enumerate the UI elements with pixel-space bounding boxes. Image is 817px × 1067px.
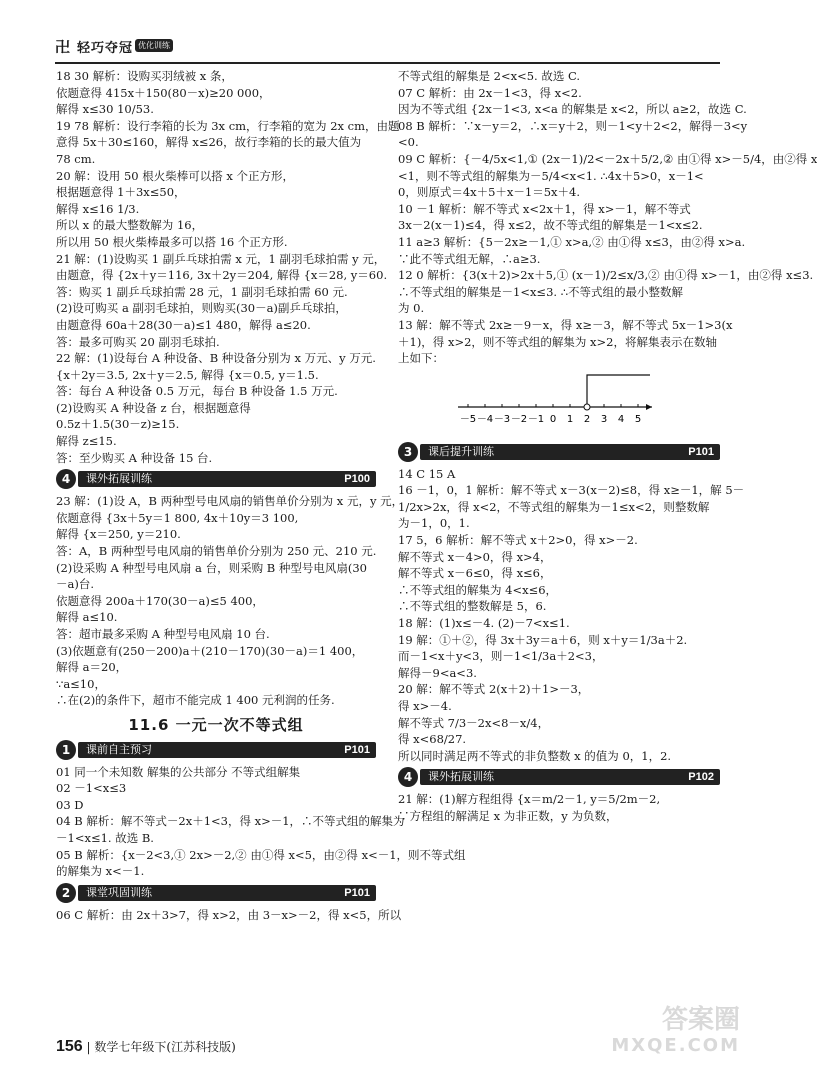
section-title: 11.6 一元一次不等式组 [128,715,304,734]
answer-line: 19 解：①＋②，得 3x＋3y＝a＋6，则 x＋y＝1/3a＋2. [398,632,688,647]
answer-line: 为－1，0，1. [398,516,470,531]
answer-line: 得 x>－4. [398,699,452,713]
answer-line: 10 －1 解析：解不等式 x<2x＋1，得 x>－1，解不等式 [398,201,691,216]
answer-line: 04 B 解析：解不等式－2x＋1<3，得 x>－1，∴不等式组的解集为 [56,814,405,829]
number-line-tick-label: 2 [583,413,591,425]
answer-line: <0. [398,135,419,150]
number-line-tick-label: －1 [527,413,545,425]
section-band-extension-1 [56,469,376,489]
band-page: P100 [344,473,370,486]
answer-line: 解得 x≤30 10/53. [56,102,154,117]
left-answers-2 [56,493,404,709]
right-column [398,68,817,825]
band-bar [78,742,376,758]
number-line-tick-label: 3 [600,413,608,425]
answer-line: 依题意得 {3x＋5y＝1 800, 4x＋10y＝3 100, [56,510,299,525]
answer-line: 20 解：解不等式 2(x＋2)＋1>－3， [398,682,590,697]
answer-line: 12 0 解析：{3(x＋2)>2x＋5,① (x－1)/2≤x/3,② 由①得 x>－1，由②得 x≤3. [398,268,814,283]
answer-line: 答：A，B 两种型号电风扇的销售单价分别为 250 元、210 元. [56,544,377,559]
answer-line: 答：超市最多采购 A 种型号电风扇 10 台. [56,627,270,641]
left-answers-4 [56,907,402,924]
section-band-preview [56,740,376,760]
number-line-tick-label: 5 [634,413,642,425]
band-label: 课堂巩固训练 [86,885,152,899]
answer-line: 意得 5x＋30≤160，解得 x≤26，故行李箱的长的最大值为 [56,135,362,150]
watermark-title: 答案圈 [661,1005,740,1035]
answer-line: 不等式组的解集是 2<x<5. 故选 C. [398,69,581,83]
answer-line: 依题意得 415x＋150(80－x)≥20 000， [56,85,271,100]
answer-line: 解得－9<a<3. [398,665,477,680]
band-bar [420,769,720,785]
answer-line: 而－1<x＋y<3，则－1<1/3a＋2<3， [398,649,604,664]
footer-text: 数学七年级下(江苏科技版) [94,1040,236,1054]
answer-line: 3x－2(x－1)≤4，得 x≤2，故不等式组的解集是－1<x≤2. [398,218,703,233]
band-page: P101 [344,886,370,899]
watermark-logo [611,1007,740,1059]
band-bar [78,471,376,487]
right-answers-3 [398,791,720,824]
answer-line: ∴不等式组的整数解是 5，6. [398,599,547,614]
answer-line: 解得 {x＝250, y＝210. [56,527,181,542]
answer-line: 07 C 解析：由 2x－1<3，得 x<2. [398,85,582,100]
band-page: P101 [344,743,370,756]
answer-line: 由题意得 60a＋28(30－a)≤1 480，解得 a≤20. [56,317,311,332]
answer-line: 答：最多可购买 20 副羽毛球拍. [56,334,220,349]
page-footer [56,1038,236,1056]
answer-line: 09 C 解析：{－4/5x<1,① (2x－1)/2<－2x＋5/2,② 由①得 x>－5/4，由②得 x [398,151,817,166]
answer-line: ∵a≤10， [56,676,106,691]
section-band-classroom [56,883,376,903]
answer-line: 上如下： [398,351,444,366]
answer-line: ∵方程组的解满足 x 为非正数，y 为负数， [398,808,618,823]
answer-line: 23 解：(1)设 A，B 两种型号电风扇的销售单价分别为 x 元，y 元， [56,494,404,509]
band-label: 课外拓展训练 [428,770,494,784]
band-label: 课后提升训练 [428,444,494,458]
section-band-improvement [398,442,720,462]
answer-line: (2)设购买 A 种设备 z 台，根据题意得 [56,400,251,415]
number-line-tick-label: －3 [493,413,511,425]
left-answers-1 [56,68,400,466]
band-label: 课前自主预习 [86,742,152,756]
answer-line: 解不等式 x－4>0，得 x>4， [398,549,552,564]
answer-line: ∴不等式组的解集是－1<x≤3. ∴不等式组的最小整数解 [398,284,684,299]
answer-line: 所以 x 的最大整数解为 16， [56,218,204,233]
page-number: 156 [56,1038,83,1055]
answer-line: 06 C 解析：由 2x＋3>7，得 x>2，由 3－x>－2，得 x<5，所以 [56,907,402,922]
answer-line: ∵此不等式组无解，∴a≥3. [398,251,541,266]
answer-line: 0.5z＋1.5(30－z)≥15. [56,417,180,432]
number-line-svg [398,367,698,439]
answer-line: 解得 a＝20， [56,660,128,675]
answer-line: 的解集为 x<－1. [56,864,145,879]
right-answers-1 [398,68,817,367]
answer-line: 13 解：解不等式 2x≥－9－x，得 x≥－3，解不等式 5x－1>3(x [398,317,733,332]
number-line-arrow [646,404,652,410]
band-page: P101 [688,445,714,458]
answer-line: 依题意得 200a＋170(30－a)≤5 400， [56,593,264,608]
brand-title: 轻巧夺冠 [77,41,134,56]
answer-line: 11 a≥3 解析：{5－2x≥－1,① x>a,② 由①得 x≤3，由②得 x>a. [398,234,746,249]
answer-line: 解得 x≤16 1/3. [56,201,140,216]
number-line-tick-label: 0 [549,413,557,425]
band-number-badge: 1 [56,740,76,760]
answer-line: (3)依题意有(250－200)a＋(210－170)(30－a)＝1 400， [56,643,364,658]
answer-line: 由题意，得 {2x＋y＝116, 3x＋2y＝204, 解得 {x＝28, y＝60. [56,268,388,283]
answer-line: (2)设可购买 a 副羽毛球拍，则购买(30－a)副乒乓球拍， [56,301,347,316]
number-line-tick-label: －2 [510,413,528,425]
answer-line: (2)设采购 A 种型号电风扇 a 台，则采购 B 种型号电风扇(30 [56,560,367,575]
brand-badge: 优化训练 [135,39,173,52]
answer-line: 01 同一个未知数 解集的公共部分 不等式组解集 [56,764,301,779]
answer-line: 1/2x>2x，得 x<2，不等式组的解集为－1≤x<2，则整数解 [398,499,710,514]
answer-line: －1<x≤1. 故选 B. [56,830,154,845]
answer-line: －a)台. [56,577,94,592]
answer-line: 答：每台 A 种设备 0.5 万元，每台 B 种设备 1.5 万元. [56,384,338,399]
answer-line: ＋1)，得 x>2，则不等式组的解集为 x>2，将解集表示在数轴 [398,334,717,349]
answer-line: 16 －1，0，1 解析：解不等式 x－3(x－2)≤8，得 x≥－1，解 5－ [398,483,745,498]
answer-line: 18 解：(1)x≤－4. (2)－7<x≤1. [398,616,570,631]
answer-line: 0，则原式＝4x＋5＋x－1＝5x＋4. [398,185,581,200]
answer-line: 05 B 解析：{x－2<3,① 2x>－2,② 由①得 x<5，由②得 x<－1，则不等式组 [56,847,466,862]
answer-line: {x＋2y＝3.5, 2x＋y＝2.5, 解得 {x＝0.5, y＝1.5. [56,367,319,382]
band-bar [78,885,376,901]
section-band-extension-2 [398,767,720,787]
answer-line: 18 30 解析：设购买羽绒被 x 条， [56,69,233,83]
band-number-badge: 2 [56,883,76,903]
answer-line: 21 解：(1)设购买 1 副乒乓球拍需 x 元，1 副羽毛球拍需 y 元， [56,251,386,266]
answer-line: 为 0. [398,301,425,316]
answer-line: 20 解：设用 50 根火柴棒可以搭 x 个正方形， [56,168,295,183]
band-number-badge: 4 [398,767,418,787]
band-number-badge: 4 [56,469,76,489]
page-header [55,36,735,58]
band-label: 课外拓展训练 [86,472,152,486]
answer-line: <1，则不等式组的解集为－5/4<x<1. ∴4x＋5>0，x－1< [398,168,704,183]
answer-line: 解不等式 7/3－2x<8－x/4， [398,715,550,730]
band-bar [420,444,720,460]
watermark-url: MXQE.COM [611,1035,740,1056]
solution-ray [587,375,650,404]
number-line-tick-label: －4 [476,413,494,425]
answer-line: 78 cm. [56,151,96,166]
open-endpoint [584,404,590,410]
answer-line: 14 C 15 A [398,466,456,481]
right-answers-2 [398,466,745,765]
answer-line: 03 D [56,797,84,812]
answer-line: 答：至少购买 A 种设备 15 台. [56,450,213,465]
answer-line: 21 解：(1)解方程组得 {x＝m/2－1, y＝5/2m－2, [398,792,661,807]
brand-logo-icon: 卍 [55,38,71,56]
answer-line: 因为不等式组 {2x－1<3, x<a 的解集是 x<2，所以 a≥2，故选 C. [398,102,747,117]
answer-line: ∴在(2)的条件下，超市不能完成 1 400 元利润的任务. [56,693,335,708]
answer-line: 19 78 解析：设行李箱的长为 3x cm，行李箱的宽为 2x cm，由题 [56,118,400,133]
footer-divider: | [86,1040,91,1054]
number-line-tick-label: －5 [459,413,477,425]
answer-line: 解不等式 x－6≤0，得 x≤6， [398,566,552,581]
number-line-figure [398,367,720,439]
answer-line: ∴不等式组的解集为 4<x≤6， [398,582,558,597]
answer-line: 02 －1<x≤3 [56,781,127,796]
answer-line: 17 5，6 解析：解不等式 x＋2>0，得 x>－2. [398,533,638,548]
answer-line: 所以用 50 根火柴棒最多可以搭 16 个正方形. [56,234,288,249]
answer-line: 答：购买 1 副乒乓球拍需 28 元，1 副羽毛球拍需 60 元. [56,284,348,299]
number-line-tick-label: 4 [617,413,625,425]
answer-line: 解得 z≤15. [56,434,117,449]
answer-line: 08 B 解析：∵x－y＝2，∴x＝y＋2，则－1<y＋2<2，解得－3<y [398,118,748,133]
answer-line: 解得 a≤10. [56,610,118,625]
answer-line: 得 x<68/27. [398,732,467,747]
answer-line: 根据题意得 1＋3x≤50， [56,185,186,200]
number-line-tick-label: 1 [566,413,574,425]
header-rule [55,62,720,64]
band-page: P102 [688,771,714,784]
band-number-badge: 3 [398,442,418,462]
answer-line: 所以同时满足两不等式的非负整数 x 的值为 0，1，2. [398,748,672,763]
answer-line: 22 解：(1)设每台 A 种设备、B 种设备分别为 x 万元、y 万元. [56,351,376,366]
